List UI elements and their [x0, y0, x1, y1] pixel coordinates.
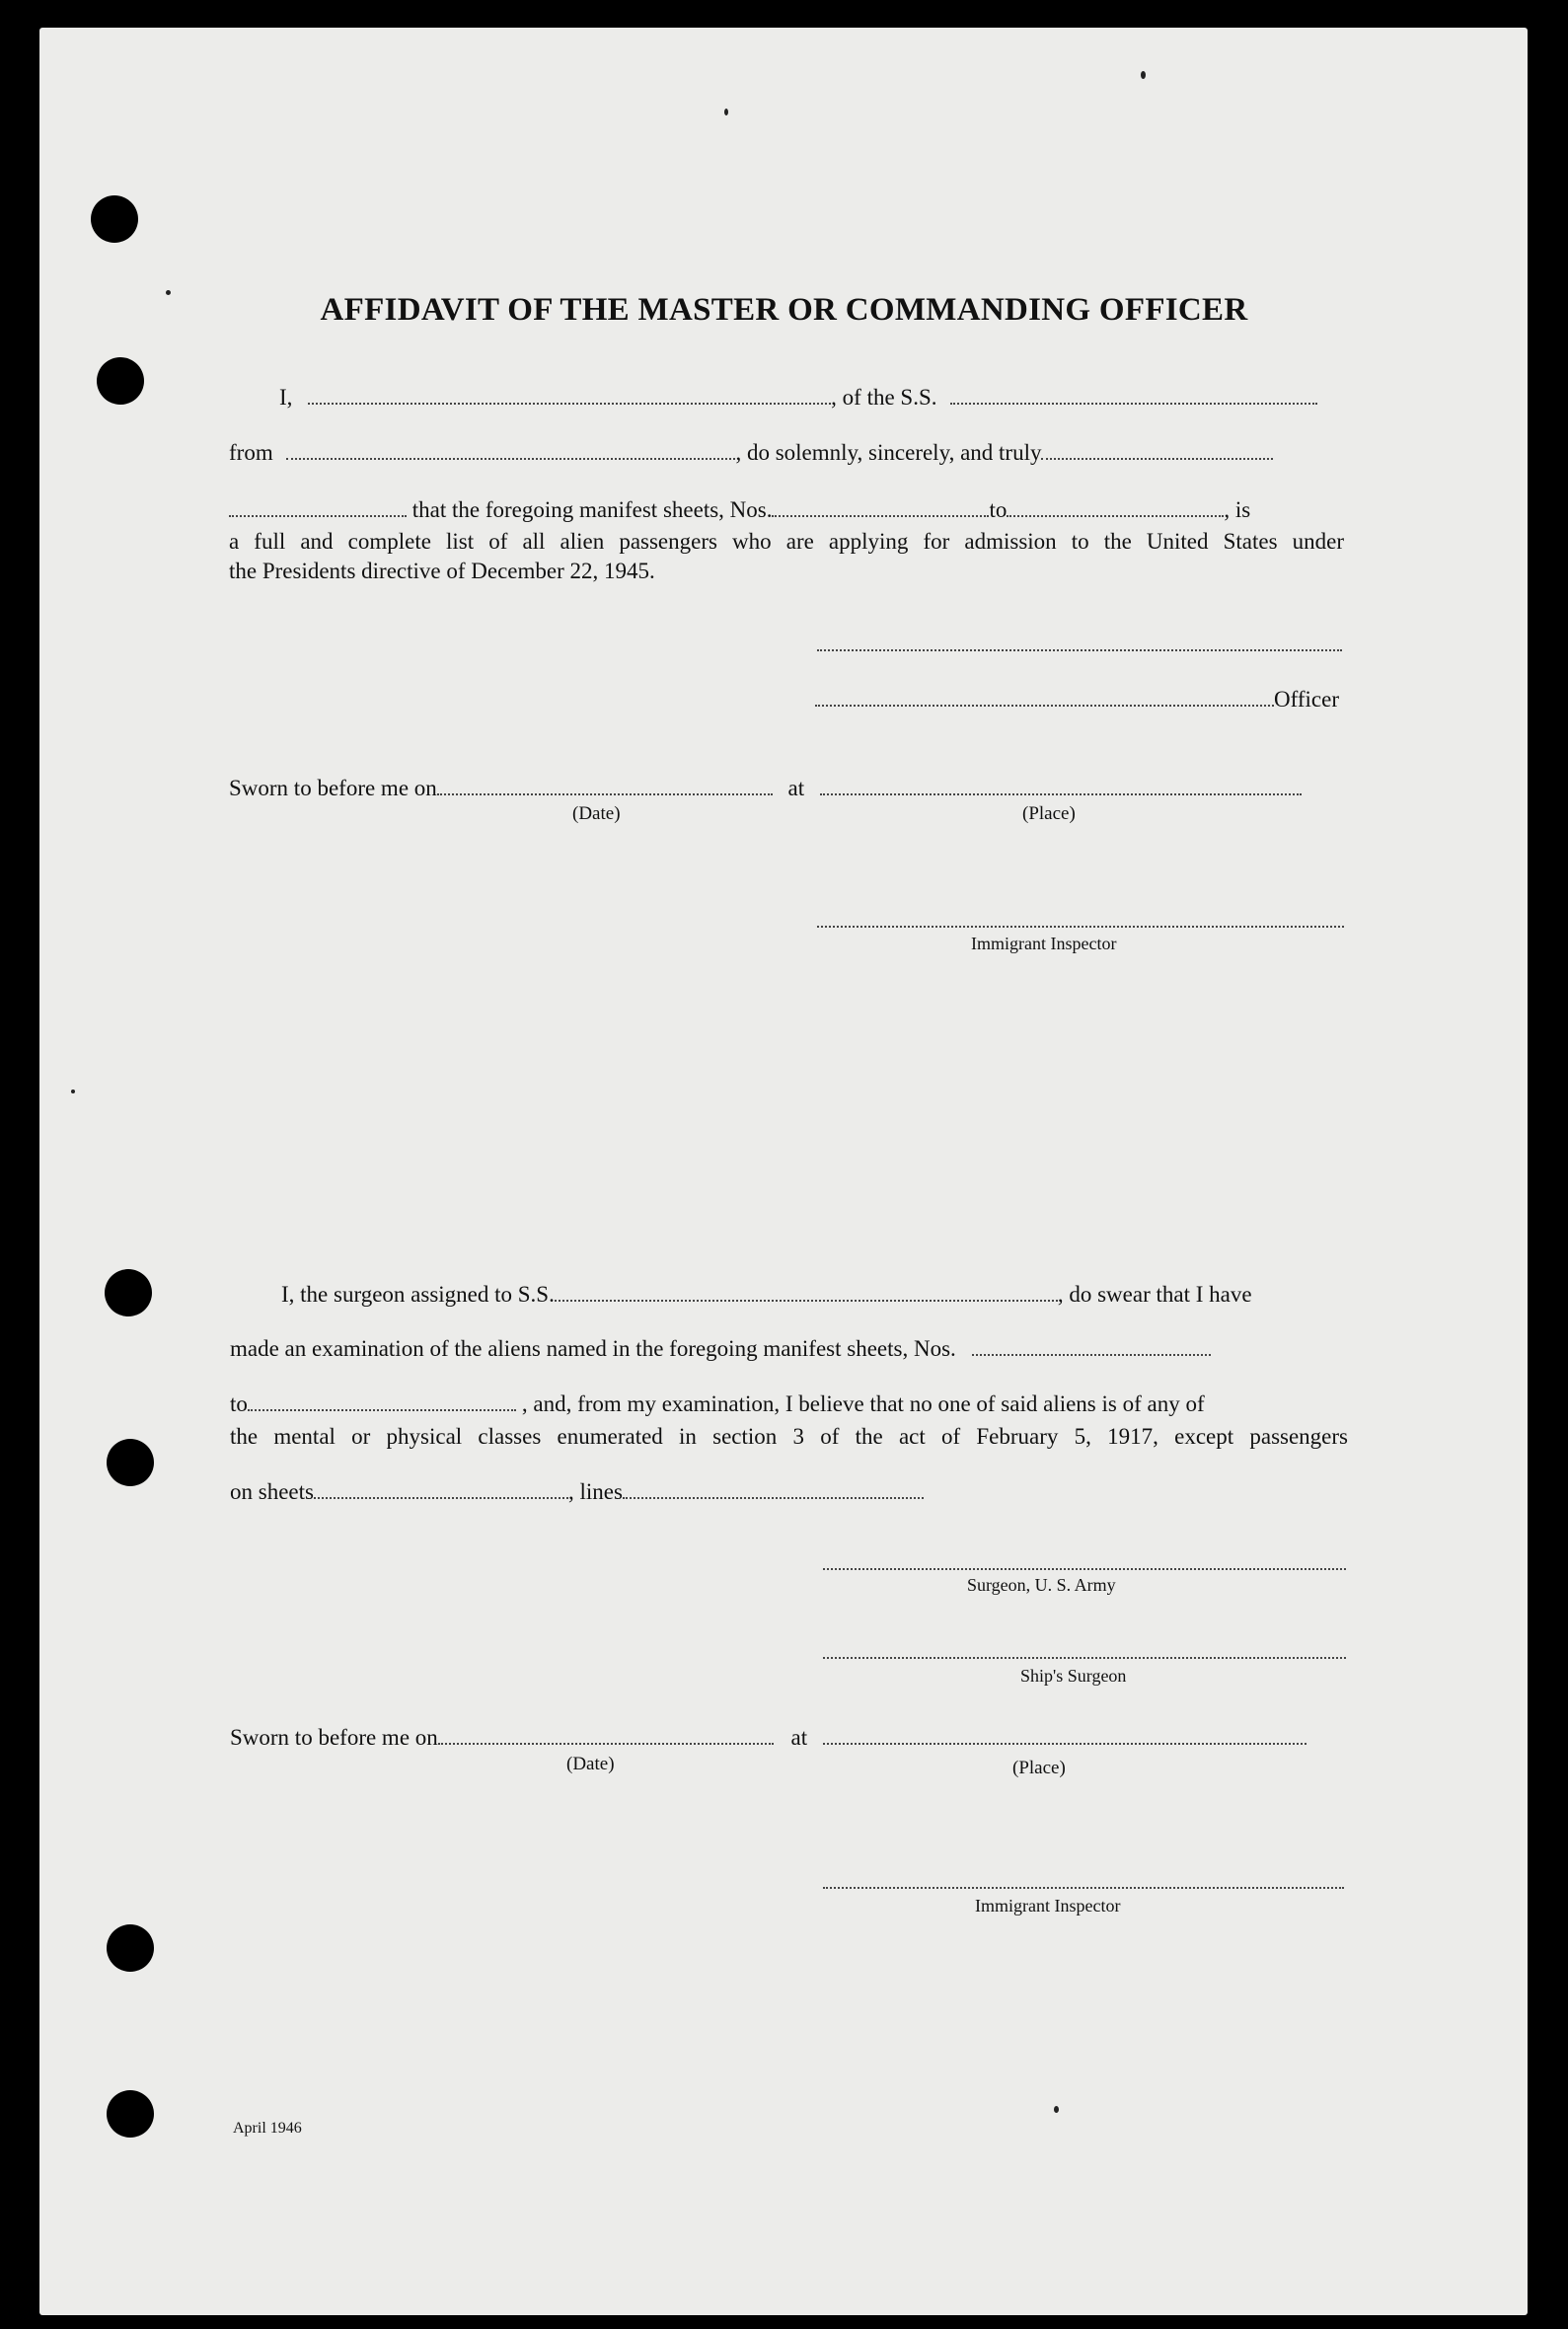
surgeon-sheets-to-field[interactable] — [248, 1408, 516, 1411]
surgeon-sheets-label: on sheets — [230, 1479, 314, 1504]
date-caption: (Date) — [572, 803, 621, 824]
sworn2-date-field[interactable] — [438, 1742, 774, 1745]
officer-label: Officer — [1274, 687, 1339, 712]
punch-hole-1 — [91, 195, 138, 243]
master-line-5: the Presidents directive of December 22, 1945. — [229, 559, 655, 583]
inspector-caption: Immigrant Inspector — [971, 934, 1117, 953]
officer-title-field[interactable] — [815, 704, 1274, 707]
exception-sheets-field[interactable] — [314, 1496, 568, 1499]
army-surgeon-signature-line[interactable] — [823, 1568, 1346, 1570]
footer-date: April 1946 — [233, 2120, 302, 2137]
sworn-line-1 — [229, 774, 1302, 803]
officer-line — [815, 685, 1339, 714]
master-line-4: a full and complete list of all alien passengers who are applying for admission to the United States under — [229, 529, 1344, 554]
place-caption-2: (Place) — [1012, 1758, 1066, 1778]
surgeon-line-4: the mental or physical classes enumerated in section 3 of the act of February 5, 1917, except passengers — [230, 1424, 1348, 1449]
sworn2-prefix: Sworn to before me on — [230, 1725, 438, 1750]
master-line-3 — [229, 495, 1250, 525]
surgeon-line-2 — [230, 1334, 1211, 1364]
oath-word-field[interactable] — [229, 514, 407, 517]
text-to: to — [989, 497, 1008, 522]
sworn-at: at — [787, 776, 805, 800]
punch-hole-5 — [107, 1924, 154, 1972]
swear-field[interactable] — [1041, 457, 1273, 460]
surgeon-rest: , and, from my examination, I believe that no one of said aliens is of any of — [521, 1391, 1205, 1416]
text-from: from — [229, 440, 273, 465]
master-signature-line[interactable] — [817, 649, 1342, 651]
exception-lines-field[interactable] — [623, 1496, 924, 1499]
text-foregoing: that the foregoing manifest sheets, Nos. — [411, 497, 773, 522]
punch-hole-3 — [105, 1269, 152, 1316]
surgeon-suffix: , do swear that I have — [1057, 1282, 1252, 1307]
surgeon-line-3 — [230, 1390, 1205, 1419]
sworn2-at: at — [790, 1725, 808, 1750]
date-caption-2: (Date) — [566, 1754, 615, 1774]
master-name-field[interactable] — [308, 402, 831, 405]
surgeon-lines-label: , lines — [567, 1479, 623, 1504]
page-title: AFFIDAVIT OF THE MASTER OR COMMANDING OFFICER — [320, 292, 1248, 328]
surgeon-prefix: I, the surgeon assigned to S.S. — [281, 1282, 555, 1307]
from-port-field[interactable] — [286, 457, 735, 460]
speck — [1054, 2106, 1059, 2113]
surgeon-line-1 — [281, 1280, 1252, 1310]
sworn2-place-field[interactable] — [823, 1742, 1307, 1745]
sheet-to-field[interactable] — [1007, 514, 1224, 517]
ship-surgeon-caption: Ship's Surgeon — [1020, 1666, 1127, 1686]
surgeon-line-5 — [230, 1477, 924, 1507]
place-caption: (Place) — [1022, 803, 1076, 824]
text-i: I, — [279, 385, 293, 410]
punch-hole-6 — [107, 2090, 154, 2138]
sworn-prefix: Sworn to before me on — [229, 776, 437, 800]
sworn-date-field[interactable] — [437, 792, 773, 795]
surgeon-to: to — [230, 1391, 248, 1416]
sworn-place-field[interactable] — [820, 792, 1302, 795]
text-of-ss: , of the S.S. — [831, 385, 937, 410]
form-page — [39, 28, 1528, 2315]
speck — [1141, 71, 1146, 79]
master-line-2 — [229, 438, 1273, 468]
inspector2-signature-line[interactable] — [823, 1887, 1344, 1889]
ship-name-field[interactable] — [950, 402, 1317, 405]
army-surgeon-caption: Surgeon, U. S. Army — [967, 1575, 1116, 1595]
punch-hole-2 — [97, 357, 144, 405]
sworn-line-2 — [230, 1723, 1307, 1753]
sheet-from-field[interactable] — [772, 514, 989, 517]
speck — [724, 109, 728, 115]
surgeon-sheets-field[interactable] — [972, 1353, 1211, 1356]
inspector-signature-line[interactable] — [817, 926, 1344, 928]
speck — [71, 1089, 75, 1093]
inspector2-caption: Immigrant Inspector — [975, 1896, 1121, 1916]
punch-hole-4 — [107, 1439, 154, 1486]
surgeon-ship-field[interactable] — [555, 1299, 1058, 1302]
surgeon-examination: made an examination of the aliens named in the foregoing manifest sheets, Nos. — [230, 1336, 956, 1361]
text-is: , is — [1224, 497, 1251, 522]
text-solemnly: , do solemnly, sincerely, and truly — [735, 440, 1042, 465]
master-line-1 — [279, 383, 1317, 413]
ship-surgeon-signature-line[interactable] — [823, 1657, 1346, 1659]
